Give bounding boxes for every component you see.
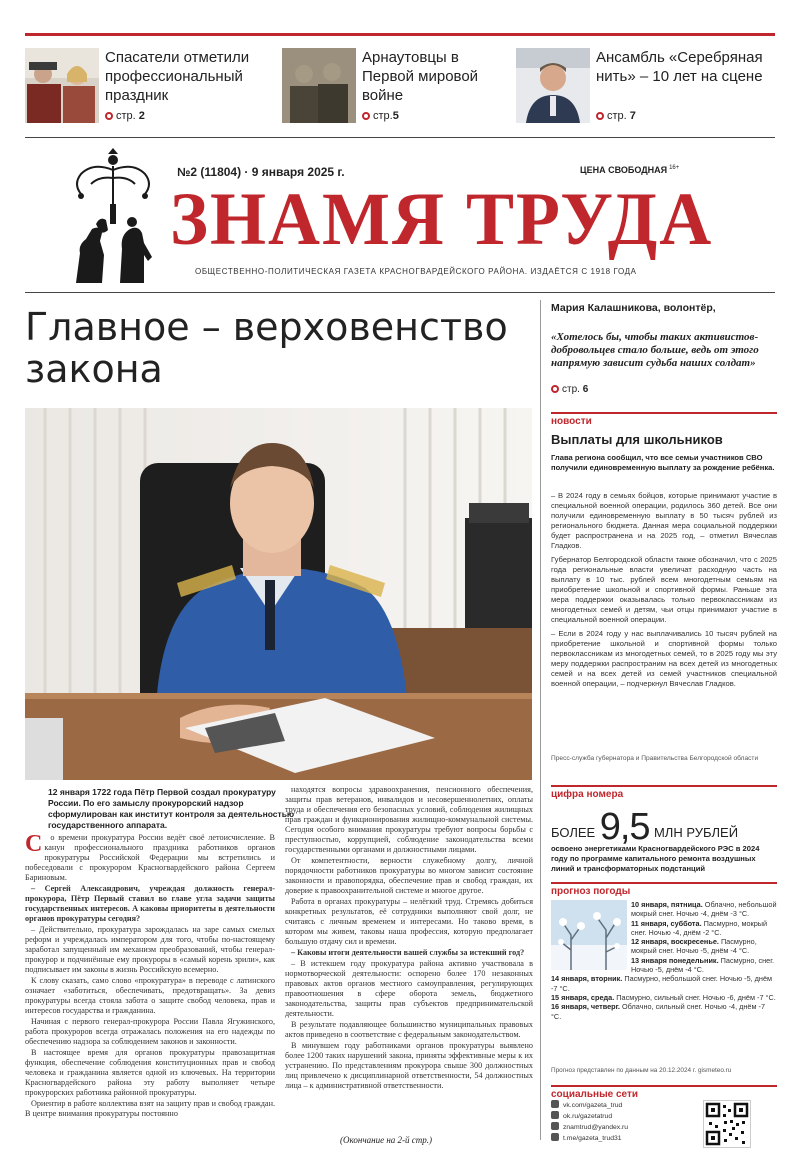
weather-day: 12 января, воскресенье. Пасмурно, мокрый снег. Ночью -5, днём -4 °С. — [631, 937, 757, 956]
emblem-logo — [68, 148, 158, 286]
paragraph: находятся вопросы здравоохранения, пенсионного обеспечения, защиты прав ветеранов, инвалидов и несовершеннолетних, оплаты труда и обеспечения его безопасных условий, соблюдения жилищных прав граждан и функционирования жилищно-коммунальной системы. Сегодня особого внимания прокуратуры требуют вопросы борьбы с преступностью, коррупцией, соблюдение законодательства всеми государственными органами и должностными лицами. — [285, 785, 533, 854]
teaser-title: Арнаутовцы в Первой мировой войне — [362, 49, 479, 104]
teaser-separator — [25, 137, 775, 138]
target-icon — [596, 112, 604, 120]
target-icon — [362, 112, 370, 120]
paragraph: В результате подавляющее большинство муниципальных правовых актов приведено в соответствие с федеральным законодательством. — [285, 1020, 533, 1039]
section-number: цифра номера — [551, 785, 777, 800]
masthead-rule — [25, 292, 775, 293]
issue-number: №2 (11804) · 9 января 2025 г. — [177, 165, 345, 179]
teaser-page-ref: стр.5 — [362, 110, 399, 122]
paragraph: Начиная с первого генерал-прокурора России Павла Ягужинского, работа прокуроров всегда отражалась положения на его надежды по обеспечению надзора за соблюдением законов и законности. — [25, 1017, 275, 1046]
newspaper-tagline: ОБЩЕСТВЕННО-ПОЛИТИЧЕСКАЯ ГАЗЕТА КРАСНОГВАРДЕЙСКОГО РАЙОНА. ИЗДАЁТСЯ С 1918 ГОДА — [195, 267, 637, 276]
paragraph: Ориентир в работе коллектива взят на защиту прав и свобод граждан. В центре внимания прокуратуры постоянно — [25, 1099, 275, 1118]
article-column-1 — [25, 833, 275, 1120]
quote-page-ref[interactable]: стр. 6 — [551, 384, 777, 395]
weather-day: 11 января, суббота. Пасмурно, мокрый снег. Ночью -4, днём -2 °С. — [631, 918, 768, 937]
teaser-title: Спасатели отметили профессиональный праздник — [105, 49, 250, 104]
paragraph: – Сергей Александрович, учреждая должность генерал-прокурора, Пётр Первый ставил во главе угла задачи защиты государственных интересов. А каковы приоритеты в деятельности органов прокуратуры сегодня? — [25, 884, 275, 923]
section-social: социальные сети — [551, 1085, 777, 1100]
mail-icon — [551, 1122, 559, 1130]
paragraph: – В 2024 году в семьях бойцов, которые принимают участие в специальной военной операции, родилось 360 детей. Все они получили единовременную выплату в 50 тысяч рублей из регионального бюджета. Данная мера социальной поддержки будет распространена и на 2025 год, – отметил Вячеслав Гладков. — [551, 491, 777, 550]
number-description: освоено энергетиками Красногвардейского РЭС в 2024 году по программе капитального ремонта воздушных линий и трансформаторных подстанций — [551, 844, 760, 873]
teaser-3[interactable] — [516, 48, 776, 126]
continued-note: (Окончание на 2-й стр.) — [340, 1135, 433, 1145]
price-label: ЦЕНА СВОБОДНАЯ $^{16+}$ — [580, 165, 680, 175]
news-lead: Глава региона сообщил, что все семьи участников СВО получили единовременную выплату за рождение ребёнка. — [551, 453, 775, 472]
section-weather: прогноз погоды — [551, 882, 777, 897]
social-links — [551, 1100, 701, 1144]
teaser-1[interactable] — [25, 48, 255, 126]
weather-day: 13 января понедельник. Пасмурно, снег. Ночью -5, днём -4 °С. — [631, 955, 775, 975]
teaser-page-ref: стр. 2 — [105, 110, 145, 122]
teaser-2[interactable] — [282, 48, 502, 126]
drop-cap: С — [25, 831, 43, 857]
teaser-photo-1 — [25, 48, 99, 123]
paragraph: – Каковы итоги деятельности вашей службы за истекший год? — [291, 948, 525, 957]
section-news: новости — [551, 412, 777, 427]
paragraph: – Действительно, прокуратура зарождалась на заре самых смелых реформ и учреждалась императором для того, чтобы по-настоящему заработал запущенный им механизм преобразований, чтобы генерал-прокурор и подчинённые ему прокуроры в «самый корень зрили», как подписывает им законы в жизнь Российскую всемерно. — [25, 925, 275, 974]
telegram-icon — [551, 1133, 559, 1141]
article-column-2 — [285, 785, 533, 1092]
top-rule — [25, 33, 775, 36]
quote-author: Мария Калашникова, волонтёр, — [551, 302, 716, 314]
paragraph: Работа в органах прокуратуры – нелёгкий труд. Стремясь добиться конкретных результатов, её сотрудники выполняют свой долг, не считаясь с личным временем и интересами. Но таково время, в котором мы живем, таковы наша профессия, которую предполагает большую отдачу сил и времени. — [285, 897, 533, 946]
article-headline: Главное – верховенство закона — [25, 305, 508, 391]
social-link-email[interactable]: znamtrud@yandex.ru — [551, 1122, 701, 1133]
weather-day: 10 января, пятница. Облачно, небольшой мокрый снег. Ночью -4, днём -3 °С. — [631, 900, 777, 919]
weather-day: 15 января, среда. Пасмурно, сильный снег. Ночью -6, днём -7 °С. — [551, 992, 776, 1002]
social-link-ok[interactable]: ok.ru/gazetatrud — [551, 1111, 701, 1122]
paragraph: В минувшем году работниками органов прокуратуры выявлено более 1200 таких нарушений закона, приняты эффективные меры к их устранению. По представлениям прокурора свыше 300 должностных лиц привлечено к дисциплинарной ответственности, 54 должностных лица – к административной ответственности. — [285, 1041, 533, 1090]
vk-icon — [551, 1100, 559, 1108]
news-body — [551, 491, 777, 693]
news-title: Выплаты для школьников — [551, 432, 723, 447]
teaser-photo-2 — [282, 48, 356, 123]
paragraph: – Если в 2024 году у нас выплачивались 10 тысяч рублей на приобретение школьной и спортивной формы только первоклассникам из многодетных семей, то в 2025 году мы эту меру поддержки распространим на всех детей из многодетных семей и на всех детей из семей участников специальной военной операции, – подчеркнул Вячеслав Гладков. — [551, 629, 777, 688]
ok-icon — [551, 1111, 559, 1119]
paragraph: В настоящее время для органов прокуратуры правозащитная функция, обеспечение соблюдения конституционных прав и свобод человека и гражданина является одной из ключевых. На территории Красногвардейского района эту работу выполняет четыре прокурорских работника районной прокуратуры. — [25, 1048, 275, 1097]
social-link-vk[interactable]: vk.com/gazeta_trud — [551, 1100, 701, 1111]
weather-day: 16 января, четверг. Облачно, сильный снег. Ночью -4, днём -7 °С. — [551, 1002, 766, 1021]
teaser-photo-3 — [516, 48, 590, 123]
teaser-page-ref: стр. 7 — [596, 110, 636, 122]
paragraph: о времени прокуратура России ведёт своё летоисчисление. В канун профессионального праздника работников органов прокуратуры Российской Федерации мы встретились и побеседовали с прокурором Красногвардейского района Сергеем Бариновым. — [25, 833, 275, 882]
target-icon — [105, 112, 113, 120]
paragraph: К слову сказать, само слово «прокуратура» в переводе с латинского означает «заботиться, обеспечивать, предотвращать». За девиз прокуратуры всегда стояла забота о защите свобод человека, прав и интересов государства и гражданина. — [25, 976, 275, 1015]
qr-code — [703, 1100, 751, 1148]
column-rule — [540, 300, 541, 1140]
weather-day: 14 января, вторник. Пасмурно, небольшой снег. Ночью -5, днём -7 °С. — [551, 974, 773, 993]
teaser-title: Ансамбль «Серебряная нить» – 10 лет на сцене — [596, 49, 763, 85]
article-photo — [25, 408, 532, 780]
social-link-telegram[interactable]: t.me/gazeta_trud31 — [551, 1133, 701, 1144]
weather-photo — [551, 900, 627, 970]
article-caption: 12 января 1722 года Пётр Первой создал прокуратуру России. По его замыслу прокурорский надзор сформулирован как институт контроля за деятельностью государственного аппарата. — [48, 787, 295, 830]
weather-source: Прогноз представлен по данным на 20.12.2024 г. gismeteo.ru — [551, 1067, 732, 1074]
news-source: Пресс-служба губернатора и Правительства Белгородской области — [551, 755, 759, 762]
target-icon — [551, 385, 559, 393]
quote-text: «Хотелось бы, чтобы таких активистов-добровольцев стало больше, ведь от этого напрямую зависит судьба наших солдат» — [551, 331, 759, 369]
paragraph: Губернатор Белгородской области также обозначил, что с 2025 года региональные власти увеличат расходную часть на выплату в 10 тыс. рублей всем многодетным семьям на приобретение школьной и спортивной формы. Раньше эта мера поддержки оказывалась только первоклассникам из многодетных семей и детям, чьи отцы принимают участие в специальной военной операции. — [551, 555, 777, 624]
paragraph: – В истекшем году прокуратура района активно участвовала в нормотворческой деятельности: оспорено более 170 незаконных правовых актов органов местного самоуправления, регулирующих правоотношения в сфере оборота земель, бюджетного законодательства, защиты прав субъектов предпринимательской деятельности. — [285, 959, 533, 1018]
newspaper-title: ЗНАМЯ ТРУДА — [170, 177, 714, 261]
paragraph: От компетентности, верности служебному долгу, личной порядочности работников прокуратуры во многом зависит состояние законности и правопорядка, обеспечение прав и свобод граждан, их доверие к правоохранительной системе и многое другое. — [285, 856, 533, 895]
number-figure: БОЛЕЕ 9,5 МЛН РУБЛЕЙ — [551, 806, 739, 848]
